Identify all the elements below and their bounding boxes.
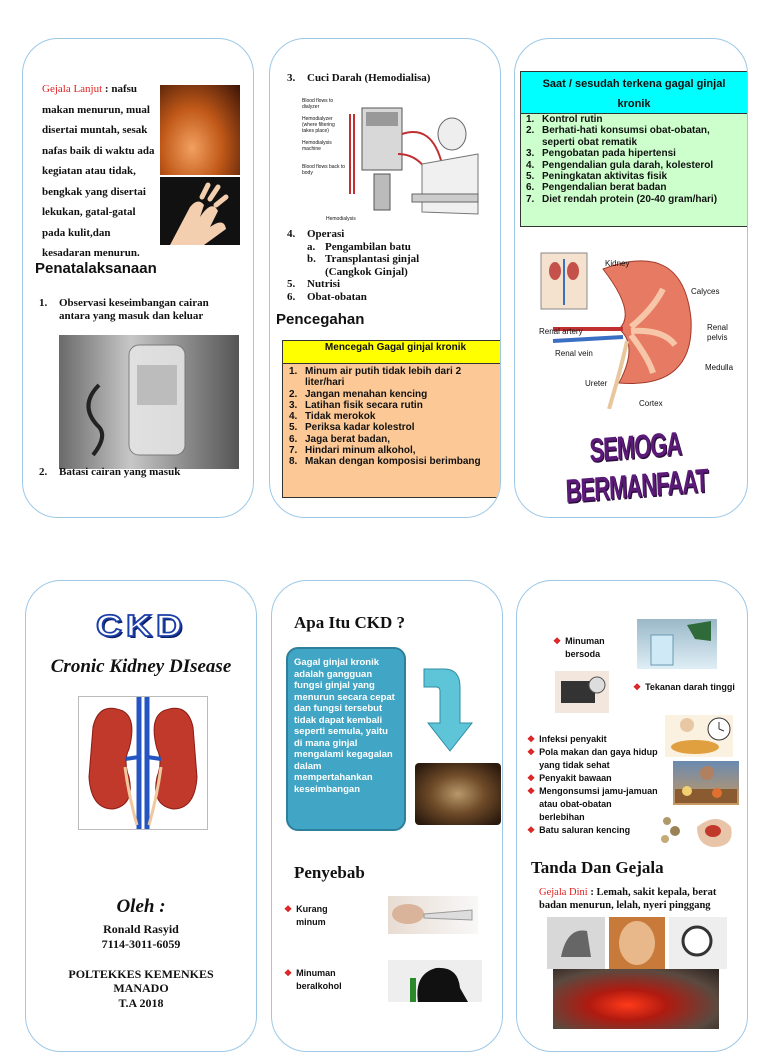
cause-text: Tekanan darah tinggi	[645, 682, 735, 692]
list-item	[526, 114, 742, 125]
semoga-bermanfaat-wordart: SEMOGA BERMANFAAT	[564, 424, 709, 511]
diamond-bullet-icon: ❖	[527, 825, 536, 835]
item-text: Pengendalian gula darah, kolesterol	[542, 159, 714, 171]
oleh-label: Oleh :	[116, 896, 166, 917]
symptom-photos	[547, 917, 727, 969]
apa-itu-ckd-heading: Apa Itu CKD ?	[294, 613, 405, 632]
list-item	[526, 171, 742, 182]
item-text: Makan dengan komposisi berimbang	[305, 456, 481, 468]
item-number: b.	[307, 253, 316, 265]
diamond-bullet-icon: ❖	[527, 786, 536, 796]
label-renal-vein: Renal vein	[555, 349, 593, 358]
list-item	[526, 148, 742, 159]
item-number: 2.	[289, 388, 298, 400]
operation-sub-b	[287, 253, 487, 278]
list-item	[289, 434, 501, 445]
item-text: Minum air putih tidak lebih dari 2 liter/hari	[305, 366, 462, 389]
item-text: Peningkatan aktivitas fisik	[542, 171, 668, 183]
prevention-box	[282, 340, 501, 498]
institution-line-1: POLTEKKES KEMENKES	[68, 967, 214, 981]
item-text: Latihan fisik secara rutin	[305, 399, 423, 411]
item-number: 3.	[526, 148, 535, 160]
item-number: 5.	[289, 422, 298, 434]
drinking-photo	[388, 896, 478, 934]
diagram-caption: Hemodialysis	[326, 216, 356, 222]
item-text: Kontrol rutin	[542, 114, 603, 125]
item-text: Pengambilan batu	[325, 240, 411, 253]
panel-6	[516, 580, 748, 1052]
item-number: 6.	[526, 182, 535, 194]
diamond-bullet-icon: ❖	[527, 747, 536, 757]
label-ureter: Ureter	[585, 379, 608, 388]
cause-text: Penyakit bawaan	[539, 773, 612, 783]
cause-text: Minuman beralkohol	[296, 968, 342, 991]
item-number: 1.	[526, 114, 535, 125]
label-kidney: Kidney	[605, 259, 630, 268]
back-pain-photo	[553, 969, 719, 1029]
item-text: Cuci Darah (Hemodialisa)	[307, 72, 431, 84]
item-number: 7.	[526, 193, 535, 205]
list-item	[289, 411, 501, 422]
item-text: Operasi	[307, 228, 345, 240]
item-text: Nutrisi	[307, 278, 340, 290]
diamond-bullet-icon: ❖	[527, 734, 536, 744]
list-item	[526, 182, 742, 193]
list-item	[289, 456, 501, 467]
item-text: Jangan menahan kencing	[305, 388, 428, 400]
diamond-bullet-icon: ❖	[527, 773, 536, 783]
list-item	[526, 125, 742, 148]
item-text: Jaga berat badan,	[305, 433, 391, 445]
cause-hipertensi	[633, 681, 741, 694]
item-text: Batasi cairan yang masuk	[59, 466, 181, 478]
blood-pressure-photo	[555, 671, 609, 713]
soda-photo	[637, 619, 717, 669]
item-number: 8.	[289, 456, 298, 468]
list-item	[289, 445, 501, 456]
diagram-label-blood-back: Blood flows back to body	[302, 164, 346, 176]
list-item	[527, 746, 659, 772]
item-text: Berhati-hati konsumsi obat-obatan, seperti obat rematik	[542, 125, 710, 148]
iv-bag-photo	[59, 335, 239, 469]
list-item	[289, 366, 501, 389]
penyebab-heading: Penyebab	[294, 863, 365, 882]
item-text: Obat-obatan	[307, 290, 367, 303]
item-text: Pengobatan pada hipertensi	[542, 148, 676, 160]
swollen-foot-photo	[160, 85, 240, 175]
pencegahan-heading: Pencegahan	[276, 311, 365, 328]
list-item	[527, 772, 659, 785]
list-item	[526, 160, 742, 171]
management-item-1	[39, 297, 239, 323]
item-text: Diet rendah protein (20-40 gram/hari)	[542, 193, 718, 205]
item-number: a.	[307, 240, 316, 253]
gejala-lanjut-text	[42, 79, 160, 264]
operation-list	[287, 228, 487, 303]
label-renal-pelvis: Renal pelvis	[707, 323, 728, 342]
item-number: 7.	[289, 445, 298, 457]
cause-soda	[553, 635, 623, 661]
panel-3	[514, 38, 748, 518]
item-number: 2.	[39, 466, 48, 478]
gejala-dini-desc: : Lemah, sakit kepala, berat badan menurun, lelah, nyeri pinggang	[539, 887, 717, 911]
list-item	[527, 733, 659, 746]
kidney-anatomy-diagram	[523, 249, 741, 409]
management-item-4	[287, 228, 487, 241]
ckd-logo: CKD	[96, 608, 186, 643]
cause-text: Kurang minum	[296, 904, 328, 927]
item-number: 4.	[289, 411, 298, 423]
other-causes-list	[527, 733, 659, 837]
author-name: Ronald Rasyid	[103, 922, 179, 936]
diagram-label-blood-to-dialyzer: Blood flows to dialyzer	[302, 98, 334, 110]
list-item	[527, 824, 659, 837]
ckd-definition-box: Gagal ginjal kronik adalah gangguan fungsi ginjal yang menurun secara cepat dan fungsi tersebut tidak dapat kembali seperti semula, yaitu di mana ginjal mengalami kegagalan dalam mempertahankan keseimbangan	[286, 647, 406, 831]
after-ckd-box	[520, 71, 748, 227]
after-ckd-list	[521, 114, 747, 205]
item-number: 4.	[287, 228, 296, 240]
kidneys-image	[78, 696, 208, 830]
author-nim: 7114-3011-6059	[101, 937, 181, 951]
diagram-label-machine: Hemodialysis machine	[302, 140, 332, 152]
label-cortex: Cortex	[639, 399, 663, 408]
item-text: Pengendalian berat badan	[542, 182, 667, 194]
cause-text: Pola makan dan gaya hidup yang tidak sehat	[539, 747, 658, 770]
diamond-bullet-icon: ❖	[553, 636, 562, 646]
list-item	[289, 400, 501, 411]
list-item	[527, 785, 659, 824]
gejala-dini-text	[539, 886, 735, 912]
list-item	[289, 389, 501, 400]
item-number: 3.	[287, 72, 296, 84]
after-ckd-box-title: Saat / sesudah terkena gagal ginjal kronik	[521, 72, 747, 114]
tanda-gejala-heading: Tanda Dan Gejala	[531, 858, 664, 877]
diamond-bullet-icon: ❖	[284, 904, 293, 914]
cause-text: Batu saluran kencing	[539, 825, 631, 835]
gejala-lanjut-label: Gejala Lanjut	[42, 83, 103, 95]
item-number: 3.	[289, 399, 298, 411]
down-arrow-icon	[420, 665, 474, 753]
penatalaksanaan-heading: Penatalaksanaan	[35, 260, 157, 277]
cause-text: Infeksi penyakit	[539, 734, 607, 744]
itching-hands-photo	[160, 177, 240, 245]
academic-year: T.A 2018	[118, 996, 164, 1010]
prevention-list	[283, 364, 501, 468]
management-item-2	[39, 466, 239, 478]
gejala-dini-label: Gejala Dini	[539, 887, 588, 898]
item-text: Hindari minum alkohol,	[305, 445, 416, 457]
diamond-bullet-icon: ❖	[633, 682, 642, 692]
item-number: 1.	[289, 366, 298, 377]
panel-2	[269, 38, 501, 518]
institution-line-2: MANADO	[113, 981, 169, 995]
panel-1	[22, 38, 254, 518]
jamu-photo	[673, 761, 739, 805]
damaged-kidney-photo	[415, 763, 501, 825]
list-item	[526, 194, 742, 205]
item-number: 6.	[287, 290, 296, 303]
item-text: Periksa kadar kolestrol	[305, 422, 415, 434]
alcohol-photo	[388, 960, 482, 1002]
panel-5	[271, 580, 503, 1052]
management-item-5	[287, 278, 487, 291]
item-text: Transplantasi ginjal (Cangkok Ginjal)	[325, 253, 420, 278]
item-number: 2.	[526, 125, 535, 137]
kidney-stone-photo	[657, 807, 735, 853]
item-number: 4.	[526, 159, 535, 171]
cause-kurang-minum	[284, 903, 364, 929]
item-number: 1.	[39, 297, 48, 309]
item-number: 6.	[289, 433, 298, 445]
item-number: 5.	[526, 171, 535, 183]
label-calyces: Calyces	[691, 287, 720, 296]
prevention-box-title: Mencegah Gagal ginjal kronik	[283, 341, 501, 364]
item-text: Tidak merokok	[305, 411, 376, 423]
cause-alkohol	[284, 967, 374, 993]
gejala-lanjut-desc: : nafsu makan menurun, mual disertai muntah, sesak nafas baik di waktu ada kegiatan atau tidak, bengkak yang disertai lekukan, gatal-gatal pada kulit,dan kesadaran menurun.	[42, 83, 155, 259]
item-text: Observasi keseimbangan cairan antara yang masuk dan keluar	[59, 297, 209, 322]
item-number: 5.	[287, 278, 296, 290]
hemodialysis-diagram	[302, 94, 482, 224]
list-item	[289, 422, 501, 433]
label-renal-artery: Renal artery	[539, 327, 583, 336]
ckd-subtitle: Cronic Kidney DIsease	[50, 656, 232, 677]
label-medulla: Medulla	[705, 363, 734, 372]
cause-text: Minuman bersoda	[565, 636, 605, 659]
diamond-bullet-icon: ❖	[284, 968, 293, 978]
cause-text: Mengonsumsi jamu-jamuan atau obat-obatan berlebihan	[539, 786, 658, 822]
clock-food-photo	[665, 715, 733, 757]
panel-4	[25, 580, 257, 1052]
management-item-6	[287, 291, 487, 304]
operation-sub-a	[287, 241, 487, 254]
diagram-label-hemodialyzer: Hemodialyzer (where filtering takes place)	[302, 116, 335, 134]
management-item-3	[287, 72, 430, 84]
